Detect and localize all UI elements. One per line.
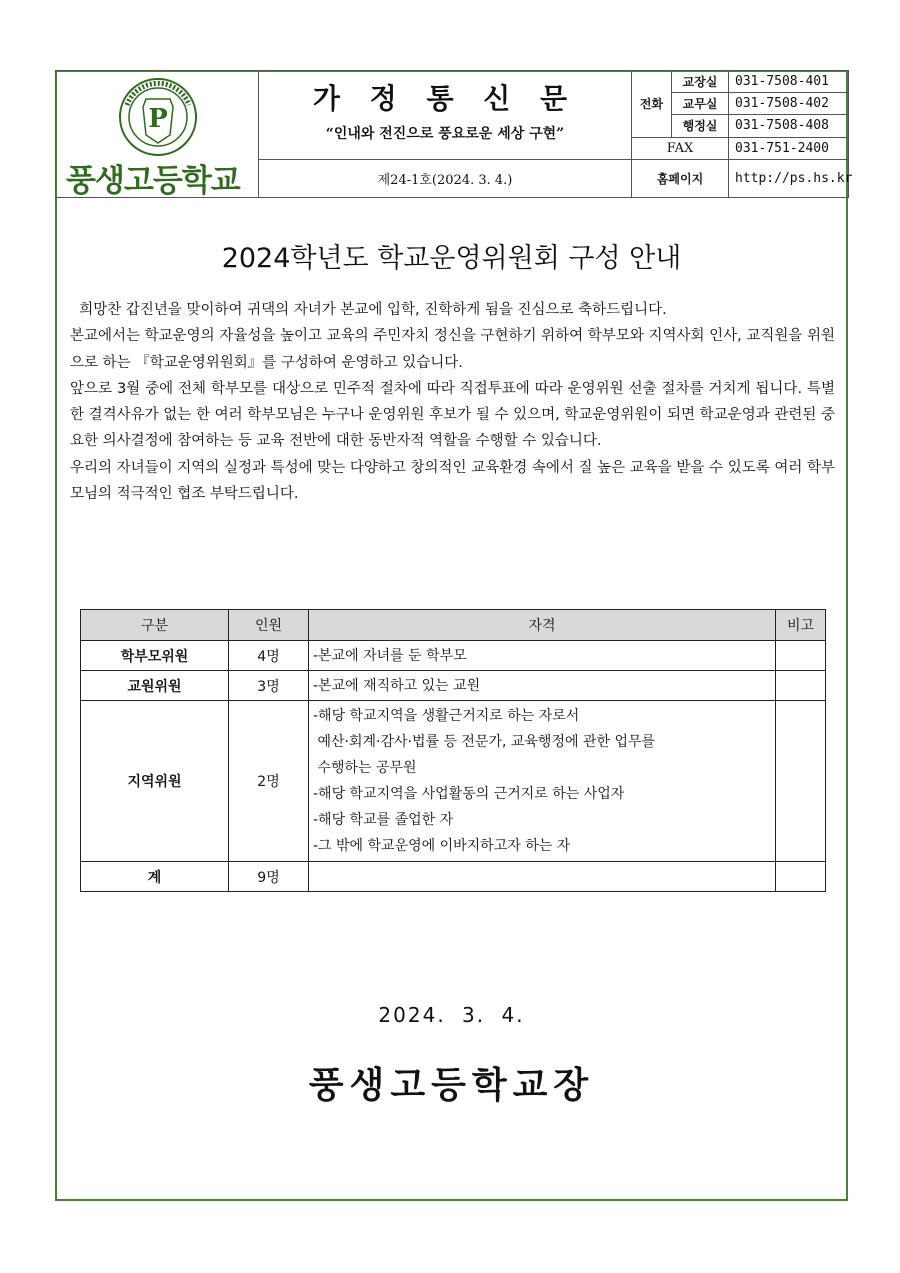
phone-label: 전화 [632,71,672,138]
member-category: 지역위원 [81,701,229,862]
qualification-line: -본교에 자녀를 둔 학부모 [313,647,467,664]
member-note [776,862,826,892]
member-count: 9명 [229,862,309,892]
member-qualification [309,641,776,671]
column-header: 구분 [81,610,229,641]
contact-number: 031-7508-401 [729,71,849,93]
contact-number: 031-7508-402 [729,93,849,115]
member-category: 계 [81,862,229,892]
member-note [776,701,826,862]
member-count: 4명 [229,641,309,671]
contact-label: 교장실 [672,71,729,93]
newsletter-title: 가 정 통 신 문 [312,82,578,115]
issue-number: 제24-1호(2024. 3. 4.) [259,159,632,197]
document-date: 2024. 3. 4. [378,1003,525,1027]
table-row [81,641,826,671]
school-motto: “인내와 전진으로 풍요로운 세상 구현” [325,126,565,142]
fax-number: 031-751-2400 [729,137,849,159]
column-header: 자격 [309,610,776,641]
table-row [81,701,826,862]
principal-signature: 풍생고등학교장 [308,1064,595,1106]
qualification-line: 예산·회계·감사·법률 등 전문가, 교육행정에 관한 업무를 [313,734,656,750]
qualification-line: -해당 학교를 졸업한 자 [313,812,454,828]
member-category: 교원위원 [81,671,229,701]
qualification-line: -본교에 재직하고 있는 교원 [313,677,481,694]
member-qualification [309,701,776,862]
contact-number: 031-7508-408 [729,115,849,137]
column-header: 인원 [229,610,309,641]
table-header-row [81,610,826,641]
newsletter-header [55,70,853,199]
member-count: 3명 [229,671,309,701]
column-header: 비고 [776,610,826,641]
logo-cell [56,71,259,198]
title-cell [259,71,632,160]
homepage-label: 홈페이지 [632,159,729,197]
school-seal-icon [113,77,203,157]
qualification-line: -그 밖에 학교운영에 이바지하고자 하는 자 [313,838,571,854]
body-paragraph: 우리의 자녀들이 지역의 실정과 특성에 맞는 다양하고 창의적인 교육환경 속에서 질 높은 교육을 받을 수 있도록 여러 학부모님의 적극적인 협조 부탁드립니다. [70,459,835,503]
member-note [776,641,826,671]
committee-members-table [80,609,826,892]
member-note [776,671,826,701]
body-paragraph: 희망찬 갑진년을 맞이하여 귀댁의 자녀가 본교에 입학, 진학하게 됨을 진심으로 축하드립니다. [70,302,667,318]
qualification-line: 수행하는 공무원 [313,760,417,776]
fax-label: FAX [632,137,729,159]
contact-label: 교무실 [672,93,729,115]
table-row [81,671,826,701]
document-body [70,297,835,507]
member-category: 학부모위원 [81,641,229,671]
contact-label: 행정실 [672,115,729,137]
homepage-link[interactable]: http://ps.hs.kr [729,159,849,197]
svg-text:P: P [148,104,168,134]
member-qualification [309,862,776,892]
school-name: 풍생고등학교 [66,163,240,199]
body-paragraph: 앞으로 3월 중에 전체 학부모를 대상으로 민주적 절차에 따라 직접투표에 따라 운영위원 선출 절차를 거치게 됩니다. 특별한 결격사유가 없는 한 여러 학부모님은 누구나 운영위원 후보가 될 수 있으며, 학교운영위원이 되면 학교운영과 관련된 중요한 의사결정에 참여하는 등 교육 전반에 대한 동반자적 역할을 수행할 수 있습니다. [70,380,835,450]
body-paragraph: 본교에서는 학교운영의 자율성을 높이고 교육의 주민자치 정신을 구현하기 위하여 학부모와 지역사회 인사, 교직원을 위원으로 하는 『학교운영위원회』를 구성하여 운영하고 있습니다. [70,328,835,371]
member-count: 2명 [229,701,309,862]
member-qualification [309,671,776,701]
table-row [81,862,826,892]
document-title: 2024학년도 학교운영위원회 구성 안내 [221,243,682,274]
qualification-line: -해당 학교지역을 생활근거지로 하는 자로서 [313,708,580,724]
qualification-line: -해당 학교지역을 사업활동의 근거지로 하는 사업자 [313,786,625,802]
